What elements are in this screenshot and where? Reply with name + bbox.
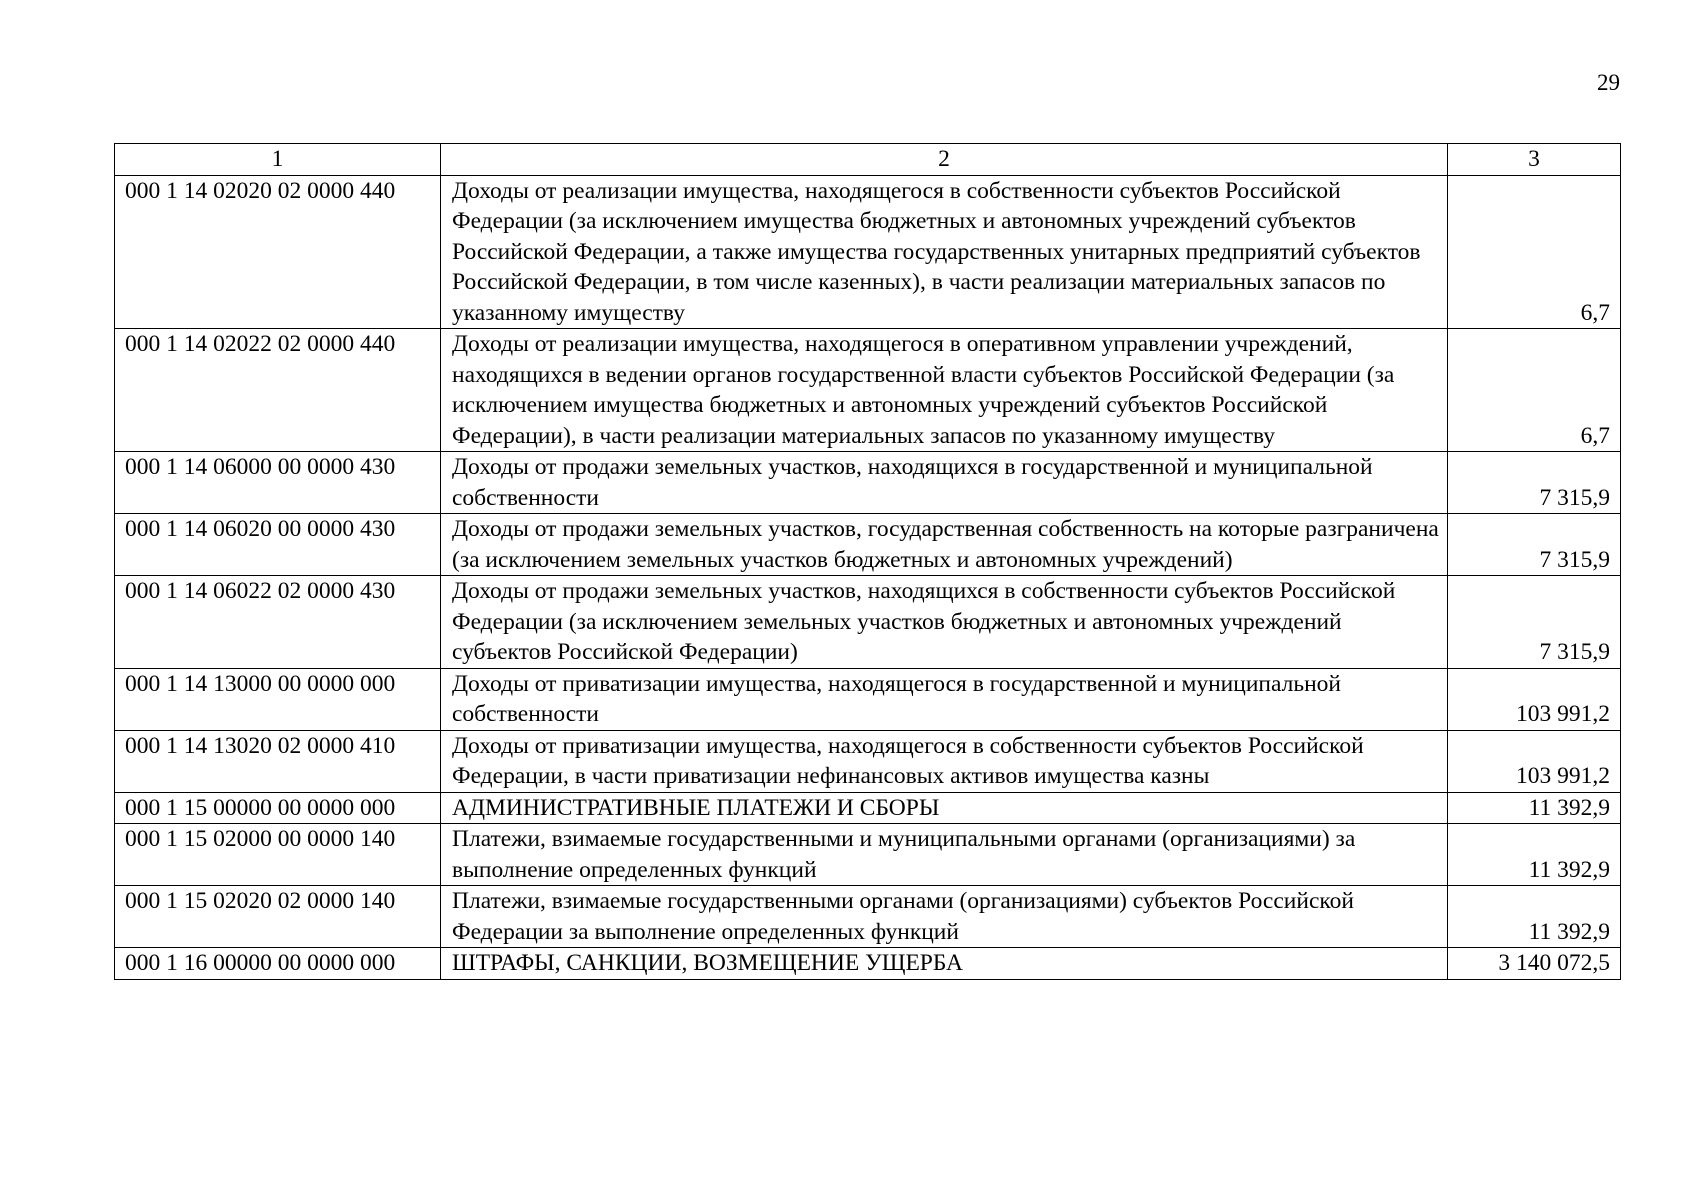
page-number: 29: [1597, 70, 1620, 95]
row-amount: 103 991,2: [1448, 730, 1621, 792]
column-header-description: 2: [441, 144, 1448, 176]
table-row: [115, 824, 1621, 886]
column-header-code: 1: [115, 144, 441, 176]
table-row: [115, 452, 1621, 514]
row-description: Доходы от продажи земельных участков, находящихся в государственной и муниципальной собственности: [441, 452, 1448, 514]
row-amount: 103 991,2: [1448, 668, 1621, 730]
row-description: Доходы от приватизации имущества, находящегося в собственности субъектов Российской Федерации, в части приватизации нефинансовых активов имущества казны: [441, 730, 1448, 792]
row-amount: 3 140 072,5: [1448, 948, 1621, 980]
row-code: 000 1 15 02020 02 0000 140: [115, 886, 441, 948]
row-amount: 7 315,9: [1448, 452, 1621, 514]
row-amount: 11 392,9: [1448, 824, 1621, 886]
row-code: 000 1 14 06000 00 0000 430: [115, 452, 441, 514]
table-row: [115, 948, 1621, 980]
row-code: 000 1 14 06022 02 0000 430: [115, 576, 441, 669]
row-code: 000 1 14 13000 00 0000 000: [115, 668, 441, 730]
row-amount: 6,7: [1448, 175, 1621, 329]
row-amount: 7 315,9: [1448, 576, 1621, 669]
row-code: 000 1 14 02022 02 0000 440: [115, 329, 441, 452]
row-description: Платежи, взимаемые государственными органами (организациями) субъектов Российской Федерации за выполнение определенных функций: [441, 886, 1448, 948]
table-row: [115, 730, 1621, 792]
table-row: [115, 329, 1621, 452]
table-row: [115, 668, 1621, 730]
row-amount: 6,7: [1448, 329, 1621, 452]
row-description: ШТРАФЫ, САНКЦИИ, ВОЗМЕЩЕНИЕ УЩЕРБА: [441, 948, 1448, 980]
row-amount: 11 392,9: [1448, 886, 1621, 948]
budget-revenue-table: [114, 143, 1621, 980]
table-row: [115, 514, 1621, 576]
table-row: [115, 792, 1621, 824]
row-amount: 11 392,9: [1448, 792, 1621, 824]
row-code: 000 1 14 06020 00 0000 430: [115, 514, 441, 576]
row-description: Доходы от продажи земельных участков, находящихся в собственности субъектов Российской Федерации (за исключением земельных участков бюджетных и автономных учреждений субъектов Российской Федерации): [441, 576, 1448, 669]
table-row: [115, 576, 1621, 669]
row-description: АДМИНИСТРАТИВНЫЕ ПЛАТЕЖИ И СБОРЫ: [441, 792, 1448, 824]
row-code: 000 1 15 02000 00 0000 140: [115, 824, 441, 886]
row-description: Доходы от реализации имущества, находящегося в собственности субъектов Российской Федерации (за исключением имущества бюджетных и автономных учреждений субъектов Российской Федерации, а также имущества государственных унитарных предприятий субъектов Российской Федерации, в том числе казенных), в части реализации материальных запасов по указанному имуществу: [441, 175, 1448, 329]
row-code: 000 1 15 00000 00 0000 000: [115, 792, 441, 824]
row-description: Доходы от приватизации имущества, находящегося в государственной и муниципальной собственности: [441, 668, 1448, 730]
row-code: 000 1 14 02020 02 0000 440: [115, 175, 441, 329]
row-amount: 7 315,9: [1448, 514, 1621, 576]
table-row: [115, 886, 1621, 948]
column-header-amount: 3: [1448, 144, 1621, 176]
row-description: Платежи, взимаемые государственными и муниципальными органами (организациями) за выполнение определенных функций: [441, 824, 1448, 886]
row-code: 000 1 14 13020 02 0000 410: [115, 730, 441, 792]
row-description: Доходы от реализации имущества, находящегося в оперативном управлении учреждений, находящихся в ведении органов государственной власти субъектов Российской Федерации (за исключением имущества бюджетных и автономных учреждений субъектов Российской Федерации), в части реализации материальных запасов по указанному имуществу: [441, 329, 1448, 452]
table-header-row: [115, 144, 1621, 176]
row-description: Доходы от продажи земельных участков, государственная собственность на которые разграничена (за исключением земельных участков бюджетных и автономных учреждений): [441, 514, 1448, 576]
table-row: [115, 175, 1621, 329]
row-code: 000 1 16 00000 00 0000 000: [115, 948, 441, 980]
